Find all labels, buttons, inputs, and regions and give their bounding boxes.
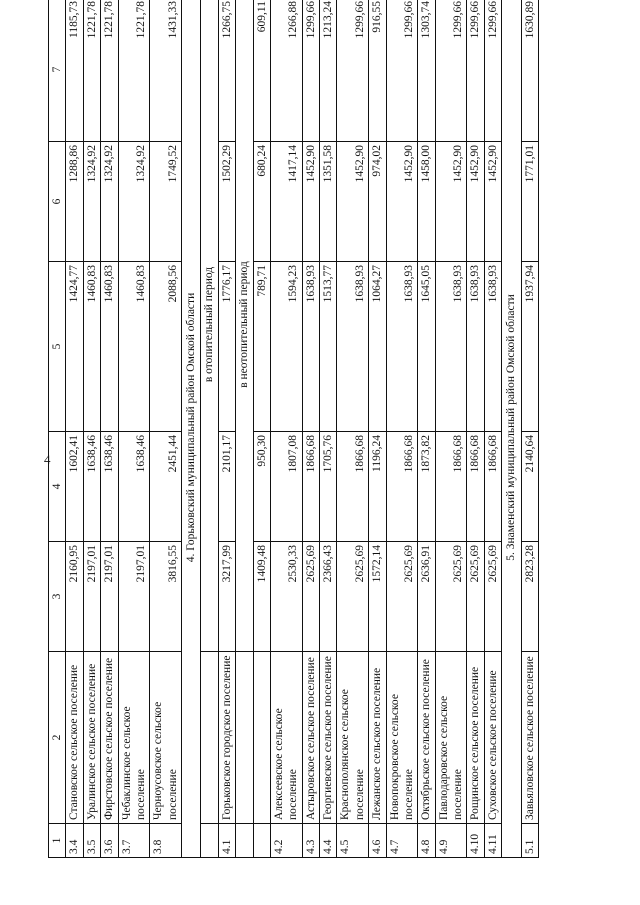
table-row — [270, 0, 302, 858]
value-cell: 1630,89 — [521, 0, 538, 142]
value-cell: 1513,77 — [320, 262, 337, 432]
table-row — [150, 0, 182, 858]
table-row — [302, 0, 319, 858]
value-cell: 2625,69 — [337, 542, 369, 652]
row-number: 3.7 — [118, 824, 150, 858]
value-cell: 1866,68 — [435, 432, 467, 542]
value-cell: 1460,83 — [101, 262, 118, 432]
value-cell: 2101,17 — [218, 432, 235, 542]
column-header: 2 — [49, 652, 66, 824]
value-cell: 1460,83 — [83, 262, 100, 432]
value-cell: 1324,92 — [101, 142, 118, 262]
value-cell: 2197,01 — [118, 542, 150, 652]
value-cell: 1299,66 — [435, 0, 467, 142]
table-row — [484, 0, 501, 858]
row-name: Павлодаровское сельское поселение — [435, 652, 467, 824]
value-cell: 1452,90 — [302, 142, 319, 262]
table-row — [253, 0, 270, 858]
value-cell: 1866,68 — [337, 432, 369, 542]
value-cell: 1638,93 — [337, 262, 369, 432]
value-cell: 1266,88 — [270, 0, 302, 142]
value-cell: 2140,64 — [521, 432, 538, 542]
row-name: Горьковское городское поселение — [218, 652, 235, 824]
value-cell: 2530,33 — [270, 542, 302, 652]
value-cell: 1452,90 — [337, 142, 369, 262]
value-cell: 2823,28 — [521, 542, 538, 652]
value-cell: 1638,93 — [302, 262, 319, 432]
page-number: 4 — [44, 452, 51, 467]
value-cell: 916,55 — [369, 0, 386, 142]
value-cell: 609,11 — [253, 0, 270, 142]
column-header: 4 — [49, 432, 66, 542]
value-cell: 2197,01 — [83, 542, 100, 652]
value-cell: 2636,91 — [418, 542, 435, 652]
value-cell: 1424,77 — [66, 262, 83, 432]
value-cell: 1638,93 — [484, 262, 501, 432]
value-cell: 1866,68 — [386, 432, 418, 542]
value-cell: 1638,93 — [467, 262, 484, 432]
row-number: 4.8 — [418, 824, 435, 858]
row-name: Алексеевское сельское поселение — [270, 652, 302, 824]
row-number: 5.1 — [521, 824, 538, 858]
value-cell: 1572,14 — [369, 542, 386, 652]
value-cell: 1452,90 — [484, 142, 501, 262]
table-row — [435, 0, 467, 858]
value-cell: 1866,68 — [467, 432, 484, 542]
row-number: 3.6 — [101, 824, 118, 858]
period-row — [236, 0, 253, 858]
table-row — [320, 0, 337, 858]
value-cell: 1221,78 — [118, 0, 150, 142]
table-row — [101, 0, 118, 858]
section-title: 5. Знаменский муниципальный район Омской области — [502, 0, 521, 858]
value-cell: 1266,75 — [218, 0, 235, 142]
value-cell: 1645,05 — [418, 262, 435, 432]
header-row — [49, 0, 66, 858]
row-number: 4.2 — [270, 824, 302, 858]
row-name: Уралинское сельское поселение — [83, 652, 100, 824]
value-cell: 1452,90 — [435, 142, 467, 262]
value-cell: 974,02 — [369, 142, 386, 262]
value-cell: 1638,93 — [386, 262, 418, 432]
row-name: Суховское сельское поселение — [484, 652, 501, 824]
table-row — [66, 0, 83, 858]
rotated-table-wrapper — [48, 0, 568, 858]
row-number: 4.5 — [337, 824, 369, 858]
row-name: Фирстовское сельское поселение — [101, 652, 118, 824]
value-cell: 1409,48 — [253, 542, 270, 652]
value-cell: 680,24 — [253, 142, 270, 262]
column-header: 7 — [49, 0, 66, 142]
value-cell: 1638,46 — [83, 432, 100, 542]
value-cell: 1299,66 — [467, 0, 484, 142]
value-cell: 1299,66 — [386, 0, 418, 142]
row-number: 3.8 — [150, 824, 182, 858]
row-number: 3.4 — [66, 824, 83, 858]
value-cell: 1417,14 — [270, 142, 302, 262]
value-cell: 1221,78 — [101, 0, 118, 142]
value-cell: 1221,78 — [83, 0, 100, 142]
column-header: 1 — [49, 824, 66, 858]
row-name: Лежанское сельское поселение — [369, 652, 386, 824]
tariff-table — [48, 0, 539, 858]
value-cell: 2088,56 — [150, 262, 182, 432]
column-header: 5 — [49, 262, 66, 432]
row-name: Рощинское сельское поселение — [467, 652, 484, 824]
value-cell: 1937,94 — [521, 262, 538, 432]
table-row — [467, 0, 484, 858]
value-cell: 1638,46 — [101, 432, 118, 542]
value-cell: 2197,01 — [101, 542, 118, 652]
column-header: 6 — [49, 142, 66, 262]
row-name: Черноусовское сельское поселение — [150, 652, 182, 824]
row-number: 4.3 — [302, 824, 319, 858]
period-subheader: в отопительный период — [201, 0, 218, 652]
row-name: Октябрьское сельское поселение — [418, 652, 435, 824]
value-cell: 1807,08 — [270, 432, 302, 542]
value-cell: 2625,69 — [435, 542, 467, 652]
value-cell: 1866,68 — [302, 432, 319, 542]
value-cell: 1431,33 — [150, 0, 182, 142]
value-cell: 1776,17 — [218, 262, 235, 432]
row-number — [201, 824, 218, 858]
value-cell: 2625,69 — [386, 542, 418, 652]
row-name — [201, 652, 218, 824]
value-cell: 950,30 — [253, 432, 270, 542]
row-number: 4.11 — [484, 824, 501, 858]
value-cell: 1460,83 — [118, 262, 150, 432]
row-name — [253, 652, 270, 824]
value-cell: 1638,93 — [435, 262, 467, 432]
value-cell: 1771,01 — [521, 142, 538, 262]
row-number: 4.1 — [218, 824, 235, 858]
value-cell: 3816,55 — [150, 542, 182, 652]
value-cell: 1866,68 — [484, 432, 501, 542]
value-cell: 1749,52 — [150, 142, 182, 262]
value-cell: 1196,24 — [369, 432, 386, 542]
row-number: 4.10 — [467, 824, 484, 858]
value-cell: 1324,92 — [83, 142, 100, 262]
row-name: Астыровское сельское поселение — [302, 652, 319, 824]
row-name: Становское сельское поселение — [66, 652, 83, 824]
table-row — [418, 0, 435, 858]
row-name: Краснополянское сельское поселение — [337, 652, 369, 824]
value-cell: 1602,41 — [66, 432, 83, 542]
section-title-row — [502, 0, 521, 858]
section-title: 4. Горьковский муниципальный район Омской области — [182, 0, 201, 858]
row-number: 4.6 — [369, 824, 386, 858]
period-row — [201, 0, 218, 858]
value-cell: 1213,24 — [320, 0, 337, 142]
table-row — [369, 0, 386, 858]
value-cell: 1351,58 — [320, 142, 337, 262]
table-row — [386, 0, 418, 858]
row-name: Георгиевское сельское поселение — [320, 652, 337, 824]
value-cell: 1594,23 — [270, 262, 302, 432]
value-cell: 2625,69 — [484, 542, 501, 652]
table-row — [118, 0, 150, 858]
value-cell: 2160,95 — [66, 542, 83, 652]
value-cell: 1452,90 — [386, 142, 418, 262]
row-number: 4.4 — [320, 824, 337, 858]
table-row — [337, 0, 369, 858]
column-header: 3 — [49, 542, 66, 652]
value-cell: 1452,90 — [467, 142, 484, 262]
value-cell: 1064,27 — [369, 262, 386, 432]
table-row — [218, 0, 235, 858]
table-row — [521, 0, 538, 858]
row-name — [236, 652, 253, 824]
row-number: 4.7 — [386, 824, 418, 858]
value-cell: 1185,73 — [66, 0, 83, 142]
table-row — [83, 0, 100, 858]
value-cell: 1324,92 — [118, 142, 150, 262]
value-cell: 1458,00 — [418, 142, 435, 262]
row-number: 4.9 — [435, 824, 467, 858]
value-cell: 2625,69 — [467, 542, 484, 652]
value-cell: 1299,66 — [302, 0, 319, 142]
value-cell: 1705,76 — [320, 432, 337, 542]
value-cell: 1873,82 — [418, 432, 435, 542]
row-name: Чебаклинское сельское поселение — [118, 652, 150, 824]
value-cell: 2366,43 — [320, 542, 337, 652]
value-cell: 3217,99 — [218, 542, 235, 652]
period-subheader: в неотопительный период — [236, 0, 253, 652]
value-cell: 789,71 — [253, 262, 270, 432]
value-cell: 1288,86 — [66, 142, 83, 262]
value-cell: 1303,74 — [418, 0, 435, 142]
value-cell: 2451,44 — [150, 432, 182, 542]
section-title-row — [182, 0, 201, 858]
row-name: Завьяловское сельское поселение — [521, 652, 538, 824]
row-name: Новопокровское сельское поселение — [386, 652, 418, 824]
row-number: 3.5 — [83, 824, 100, 858]
row-number — [236, 824, 253, 858]
value-cell: 1299,66 — [484, 0, 501, 142]
value-cell: 1502,29 — [218, 142, 235, 262]
value-cell: 1638,46 — [118, 432, 150, 542]
value-cell: 1299,66 — [337, 0, 369, 142]
value-cell: 2625,69 — [302, 542, 319, 652]
row-number — [253, 824, 270, 858]
